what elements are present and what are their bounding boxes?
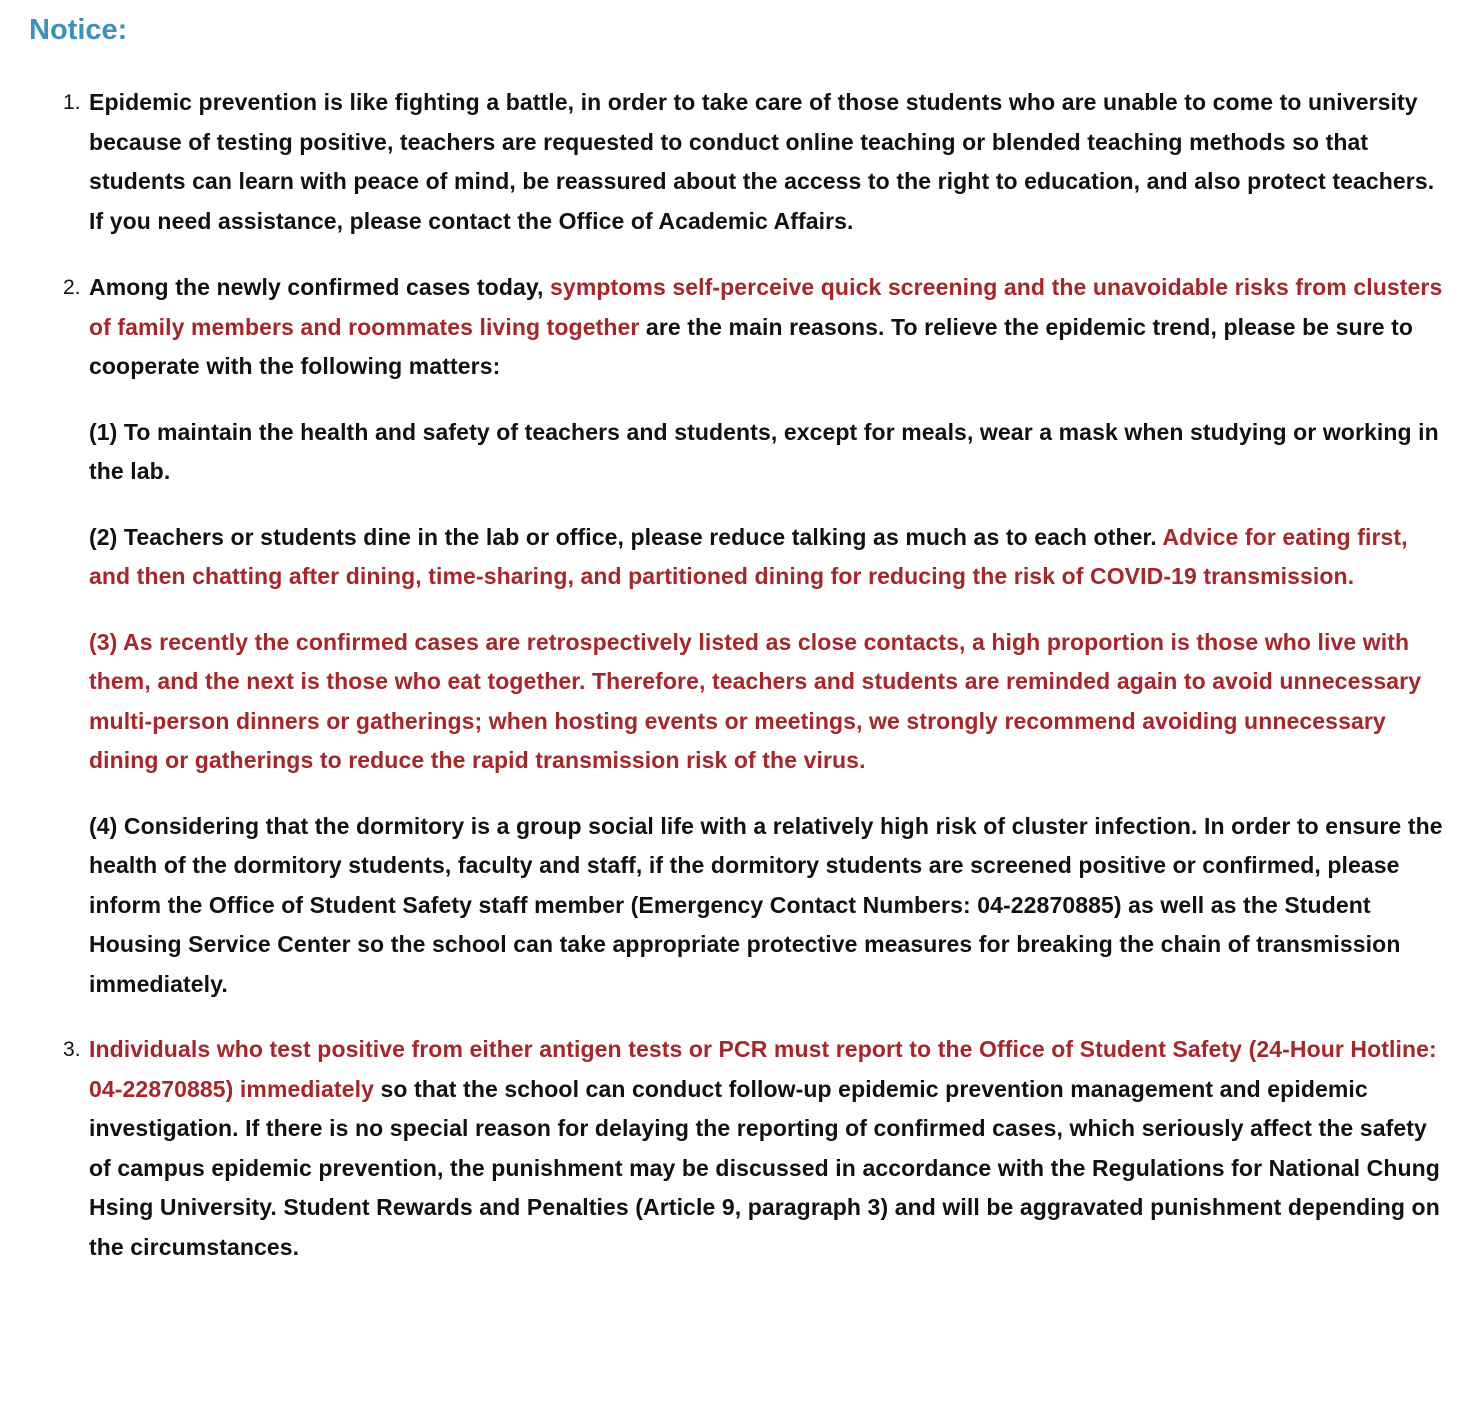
notice-item-3 — [63, 1030, 1449, 1267]
sub-item-text: (4) Considering that the dormitory is a group social life with a relatively high risk of cluster infection. In order to ensure the health of the dormitory students, faculty and staff, if the dormitory students are screened positive or confirmed, please inform the Office of Student Safety staff member (Emergency Contact Numbers: 04-22870885) as well as the Student Housing Service Center so the school can take appropriate protective measures for breaking the chain of transmission immediately. — [89, 812, 1443, 997]
notice-title: Notice: — [29, 14, 128, 46]
item-number: 1. — [63, 91, 81, 114]
item-body: so that the school can conduct follow-up epidemic prevention management and epidemic investigation. If there is no special reason for delaying the reporting of confirmed cases, which seriously affect the safety of campus epidemic prevention, the punishment may be discussed in accordance with the Regulations for National Chung Hsing University. Student Rewards and Penalties (Article 9, paragraph 3) and will be aggravated punishment depending on the circumstances. — [89, 1075, 1440, 1260]
notice-item-1 — [63, 83, 1449, 241]
sub-item-text: (1) To maintain the health and safety of teachers and students, except for meals, wear a mask when studying or working in the lab. — [89, 418, 1439, 484]
item-number: 3. — [63, 1038, 81, 1061]
notice-item-2 — [63, 268, 1449, 1004]
item-text: Epidemic prevention is like fighting a battle, in order to take care of those students who are unable to come to university because of testing positive, teachers are requested to conduct online teaching or blended teaching methods so that students can learn with peace of mind, be reassured about the access to the right to education, and also protect teachers. If you need assistance, please contact the Office of Academic Affairs. — [89, 89, 1435, 234]
sub-item-text: (2) Teachers or students dine in the lab or office, please reduce talking as much as to each other. — [89, 523, 1163, 550]
sub-item-3 — [89, 623, 1449, 781]
sub-item-highlight: (3) As recently the confirmed cases are retrospectively listed as close contacts, a high proportion is those who live with them, and the next is those who eat together. Therefore, teachers and students are reminded again to avoid unnecessary multi-person dinners or gatherings; when hosting events or meetings, we strongly recommend avoiding unnecessary dining or gatherings to reduce the rapid transmission risk of the virus. — [89, 628, 1422, 773]
sub-item-2 — [89, 518, 1449, 597]
intro-suffix: are the main reasons. To relieve the epidemic trend, please be sure to cooperate with the following matters: — [89, 313, 1414, 379]
intro-highlight: symptoms self-perceive quick screening and the unavoidable risks from clusters of family members and roommates living together — [89, 274, 1443, 340]
item-text — [89, 1030, 1449, 1267]
notice-list — [63, 83, 1449, 1267]
item-number: 2. — [63, 276, 81, 299]
sub-item-1 — [89, 413, 1449, 492]
intro-prefix: Among the newly confirmed cases today, — [89, 274, 551, 300]
item-intro — [89, 268, 1449, 387]
item-highlight: Individuals who test positive from either antigen tests or PCR must report to the Office of Student Safety (24-Hour Hotline: 04-22870885) immediately — [89, 1036, 1437, 1102]
sub-item-highlight: Advice for eating first, and then chatting after dining, time-sharing, and partitioned dining for reducing the risk of COVID-19 transmission. — [89, 523, 1408, 589]
sub-item-4 — [89, 807, 1449, 1005]
